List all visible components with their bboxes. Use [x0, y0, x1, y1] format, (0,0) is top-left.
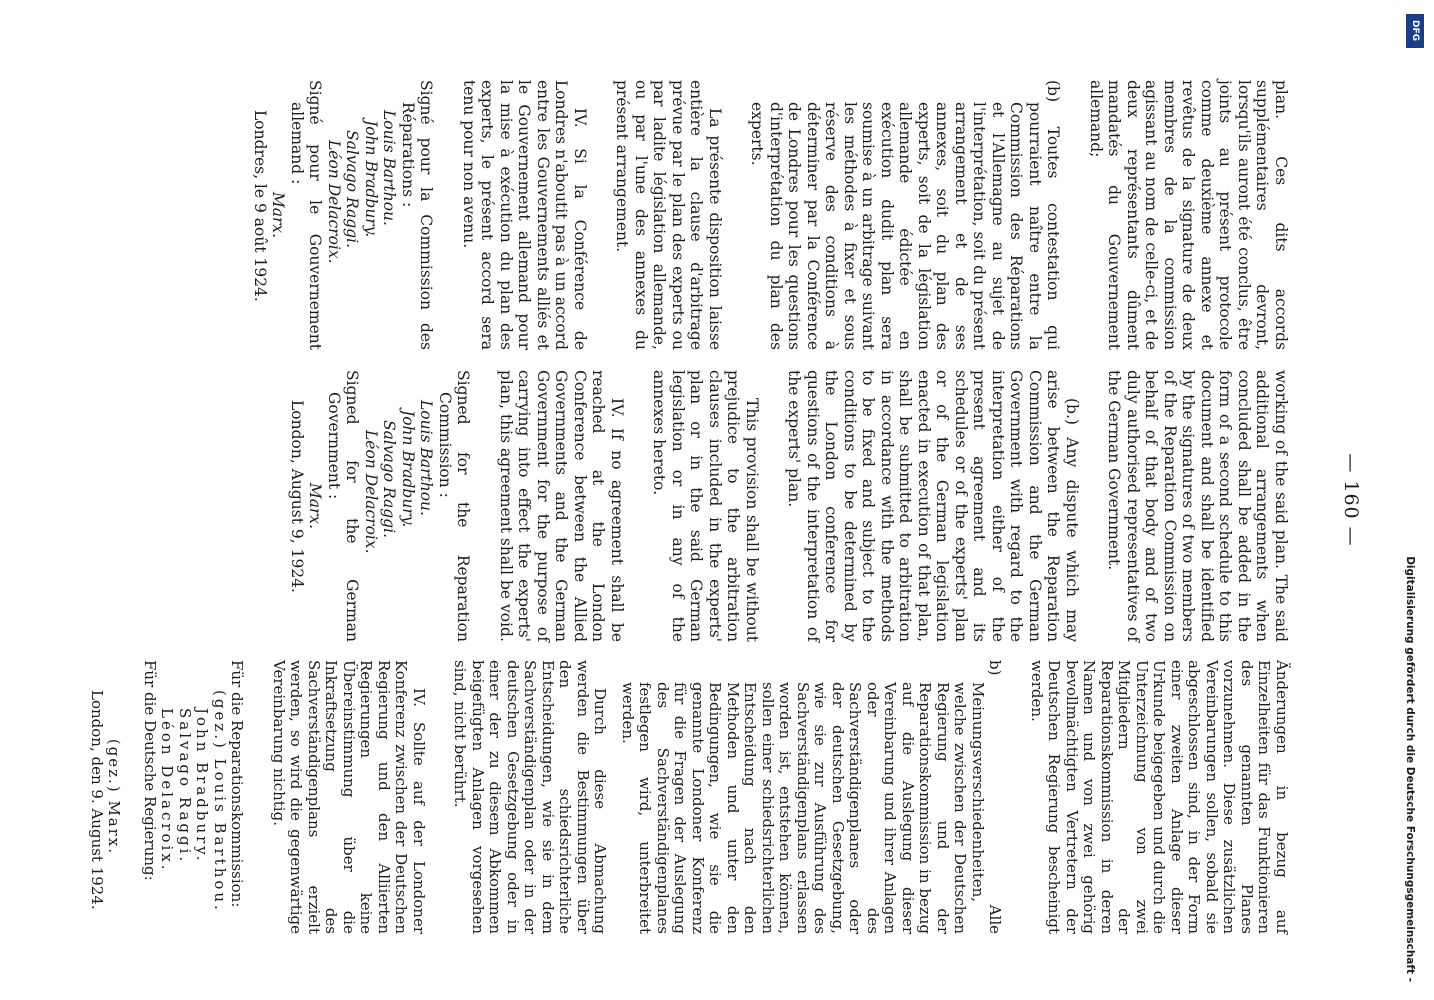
en-paragraph-1: working of the said plan. The said additional arrangements when concluded shall be added in the form of a second schedule to this document and shall be identified by the signatures of two members of the Reparation Commission on behalf of that body and of two duly authorised representatives of the German Government. — [1105, 370, 1290, 642]
fr-signatory: Salvago Raggi. — [343, 130, 362, 248]
dfg-logo: DFG — [1406, 14, 1424, 48]
en-signature-block — [288, 370, 473, 642]
fr-signatory: Léon Delacroix. — [325, 140, 343, 264]
de-signatory: Salvago Raggi. — [176, 708, 194, 865]
en-signatory: Louis Barthou. — [417, 400, 436, 516]
fr-date: Londres, le 9 août 1924. — [251, 110, 269, 302]
digitization-stamp — [1400, 6, 1430, 986]
de-paragraph-provision: Durch diese Abmachung werden die Bestimmungen über den schiedsrichterliche Entscheidungen, wie sie in dem Sachverständigenplan oder in der deutschen Gesetzgebung oder in einer der zu diesem Abkommen beigefügten Anlagen vorgesehen sind, nicht berührt. — [451, 660, 610, 934]
de-signature-block — [88, 660, 246, 934]
digitization-caption: Digitalisierung gefördert durch die Deutsche Forschungsgemeinschaft - — [1404, 556, 1416, 982]
fr-paragraph-iv: IV. Si la Conférence de Londres n'aboutit pas à un accord entre les Gouvernements alliés et le Gouvernement allemand pour la mise à exécution du plan des experts, le présent accord sera tenu pour non avenu. — [460, 80, 589, 350]
en-signature-intro: Signed for the Reparation Commission : — [436, 370, 473, 642]
fr-paragraph-provision: La présente disposition laisse entière la clause d'arbitrage prévue par le plan des experts ou par ladite législation allemande, ou par l'une des annexes du présent arrangement. — [613, 80, 724, 350]
de-paragraph-1: Änderungen in bezug auf Einzelheiten für das Funktionieren des genannten Planes vorzunehmen. Diese zusätzlichen Vereinbarungen sollen, sobald sie abgeschlossen sind, in der Form einer zweiten Anlage dieser Urkunde beigegeben und durch die Unterzeichnung von zwei Mitgliedern der Reparationskommission in deren Namen und von zwei gehörig bevollmächtigten Vertretern der Deutschen Regierung bescheinigt werden. — [1028, 660, 1291, 934]
de-paragraph-b: b) Alle Meinungsverschiedenheiten, welche zwischen der Deutschen Regierung und der Reparationskommission in bezug auf die Auslegung dieser Vereinbarung und ihrer Anlagen oder des Sachverständigenplanes oder der deutschen Gesetzgebung, wie sie zur Ausführung des Sachverständigenplans erlassen worden ist, entstehen können, sollen einer schiedsrichterlichen Entscheidung nach den Methoden und unter den Bedingungen, wie sie die genannte Londoner Konferenz für die Fragen der Auslegung des Sachverständigenplanes festlegen wird, unterbreitet werden. — [619, 660, 1005, 934]
de-signatory: (gez.) Louis Barthou. — [211, 690, 229, 913]
de-signature-intro-government: Für die Deutsche Regierung: — [141, 660, 159, 881]
en-signatory: Salvago Raggi. — [380, 420, 399, 538]
german-column — [88, 660, 1291, 934]
de-signatory-marx: (gez.) Marx. — [105, 738, 124, 856]
en-signatory: John Bradbury. — [399, 410, 417, 528]
en-paragraph-iv: IV. If no agreement shall be reached at the London Conference between the Allied Governments and the German Government for the purpose of carrying into effect the experts' plan, this agreement shall be void. — [497, 370, 626, 642]
de-signatory: John Bradbury. — [193, 708, 212, 864]
en-signatory-marx: Marx. — [306, 482, 325, 530]
fr-signatory-marx: Marx. — [269, 191, 288, 239]
en-paragraph-provision: This provision shall be without prejudice to the arbitration clauses included in the experts' plan or in the said German legislation or in any of the annexes hereto. — [650, 370, 761, 642]
page-number: — 160 — — [1340, 453, 1362, 547]
fr-paragraph-b: (b) Toutes contestation qui pourraient naître entre la Commission des Réparations et l'Allemagne au sujet de l'interprétation, soit du présent arrangement et de ses annexes, soit du plan des experts, soit de la législation allemande édictée en exécution dudit plan sera soumise à un arbitrage suivant les méthodes à fixer et sous réserve des conditions à déterminer par la Conférence de Londres pour les questions d'interprétation du plan des experts. — [748, 80, 1063, 350]
fr-signature-intro-government: Signé pour le Gouvernement allemand : — [288, 80, 325, 350]
en-signature-intro-government: Signed for the German Government : — [325, 370, 362, 642]
de-date: London, den 9. August 1924. — [88, 690, 106, 910]
fr-signatory: John Bradbury. — [362, 120, 380, 238]
en-signatory: Léon Delacroix. — [362, 430, 380, 554]
de-paragraph-iv: IV. Sollte auf der Londoner Konferenz zwischen der Deutschen Regierung und den Alliierten Regierungen keine Übereinstimmung über die Inkraftsetzung des Sachverständigenplans erzielt werden, so wird die gegenwärtige Vereinbarung nichtig. — [270, 660, 428, 934]
fr-signatory: Louis Barthou. — [380, 110, 399, 226]
en-paragraph-b: (b.) Any dispute which may arise between the Reparation Commission and the German Government with regard to the interpretation either of the present agreement and its schedules or of the experts' plan or of the German legislation enacted in execution of that plan, shall be submitted to arbitration in accordance with the methods to be fixed and subject to the conditions to be determined by the London conference for questions of the interpretation of the experts' plan. — [785, 370, 1081, 642]
fr-signature-block — [251, 80, 436, 350]
english-column — [288, 370, 1291, 642]
de-signatory: Léon Delacroix. — [158, 708, 177, 873]
fr-paragraph-1: plan. Ces dits accords supplémentaires devront, lorsqu'ils auront été conclus, être joints au présent protocole comme deuxième annexe et revêtus de la signature de deux membres de la commission agissant au nom de celle-ci, et de deux représentants dûment mandatés du Gouvernement allemand; — [1087, 80, 1290, 350]
french-column — [251, 80, 1291, 350]
en-date: London, August 9, 1924. — [288, 400, 306, 593]
de-signature-intro: Für die Reparationskommission: — [228, 660, 247, 908]
fr-signature-intro: Signé pour la Commission des Réparations : — [399, 80, 436, 350]
